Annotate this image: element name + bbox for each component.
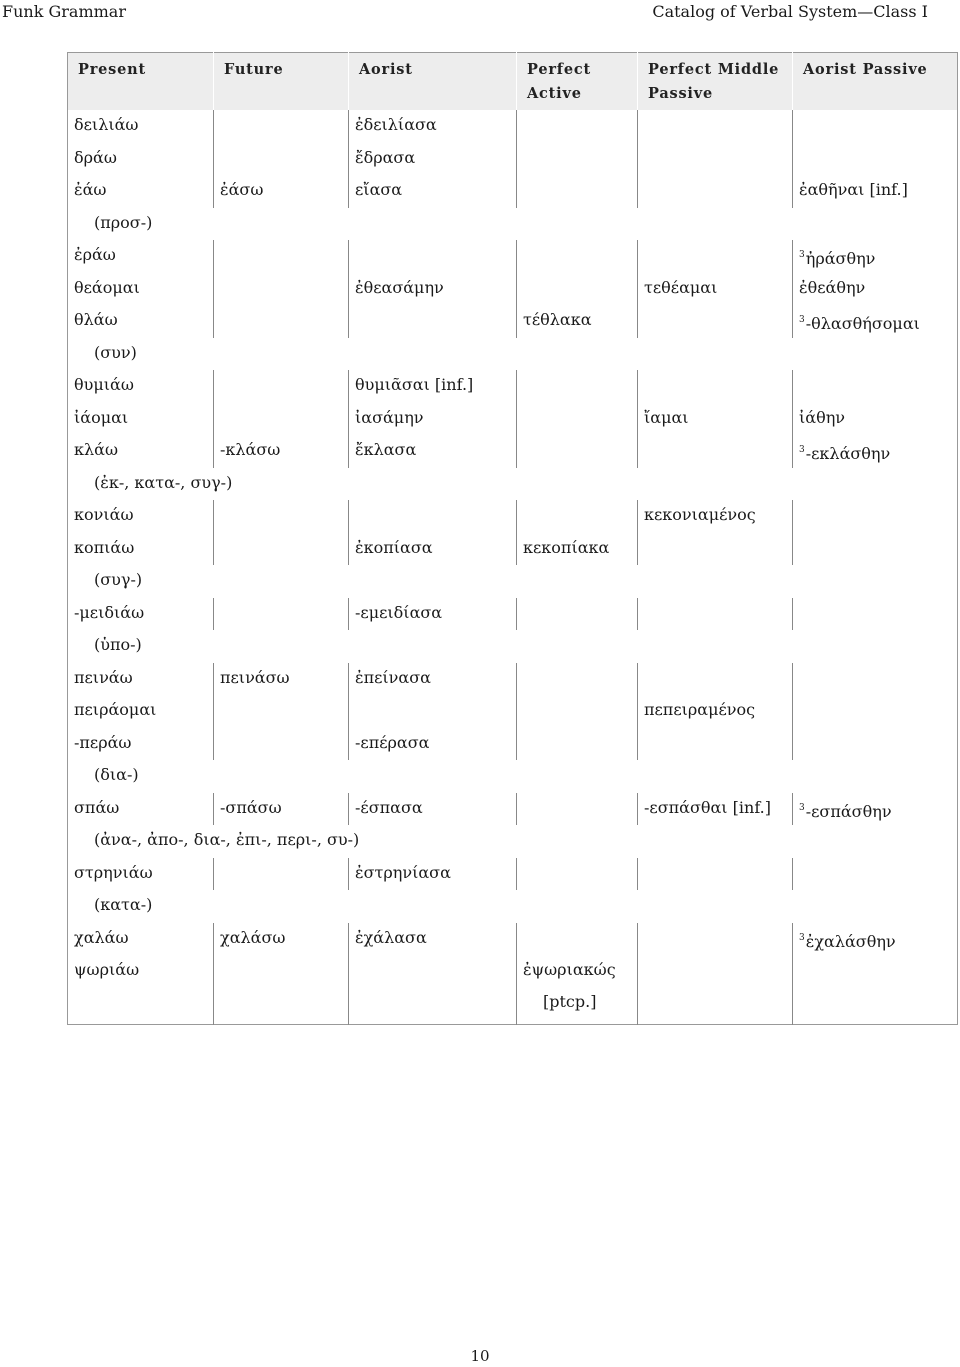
cell-text: -έσπασα [355,797,423,817]
cell-aorist-passive [793,305,958,338]
prefix-row [68,338,958,371]
table-row [68,598,958,631]
compound-prefixes: (ἀνα-, ἀπο-, δια-, ἐπι-, περι-, συ-) [94,830,360,849]
cell-text: -επέρασα [355,732,430,752]
cell-present [68,240,214,273]
cell-present [68,143,214,176]
cell-perfect-active [517,305,638,338]
prefix-row [68,468,958,501]
cell-text: -εσπάσθαι [inf.] [644,797,771,817]
cell-text: εἴασα [355,180,403,199]
cell-aorist [349,273,517,306]
cell-text: πεινάω [74,667,133,687]
cell-text: κλάω [74,440,118,459]
cell-present [68,403,214,436]
cell-text: ἐθεασάμην [355,277,444,297]
compound-prefixes: (ἐκ-, κατα-, συγ-) [94,472,233,492]
cell-perfect-middle-passive [638,663,793,696]
cell-present [68,500,214,533]
cell-future [214,663,349,696]
cell-text: ἐράω [74,245,116,264]
cell-future [214,728,349,761]
cell-aorist-passive [793,955,958,1025]
cell-present [68,695,214,728]
cell-present [68,955,214,1025]
cell-future [214,955,349,1025]
cell-aorist [349,500,517,533]
cell-text: -περάω [74,732,132,752]
footnote-marker: 3 [799,932,805,943]
cell-aorist [349,533,517,566]
footnote-marker: 3 [799,315,805,325]
cell-text: ἐκοπίασα [355,537,433,557]
cell-text: -εσπάσθην [805,801,892,821]
cell-aorist-passive [793,175,958,208]
cell-text: -μειδιάω [74,602,145,622]
cell-text: χαλάσω [220,927,286,947]
compound-prefixes: (δια-) [94,765,139,784]
cell-aorist [349,663,517,696]
cell-text: ἐπείνασα [355,667,431,687]
cell-perfect-middle-passive [638,370,793,403]
cell-text: θεάομαι [74,277,140,297]
table-row [68,370,958,403]
cell-perfect-active [517,955,638,1025]
cell-aorist-passive [793,370,958,403]
table-row [68,858,958,891]
column-header-future: Future [214,53,349,111]
cell-aorist-passive [793,500,958,533]
cell-text: κεκοπίακα [523,537,610,557]
cell-perfect-middle-passive [638,533,793,566]
table-body [68,110,958,1025]
table-row [68,435,958,468]
cell-text: ἰάθην [799,407,846,427]
cell-perfect-middle-passive [638,500,793,533]
cell-aorist-passive [793,533,958,566]
cell-present [68,435,214,468]
compound-prefixes: (κατα-) [94,895,153,914]
cell-perfect-active [517,240,638,273]
cell-text: θυμιᾶσαι [inf.] [355,375,474,394]
cell-present [68,598,214,631]
cell-text: -κλάσω [220,440,281,459]
cell-perfect-active [517,435,638,468]
cell-future [214,175,349,208]
cell-text: κονιάω [74,505,134,524]
cell-text: ἐψωριακώς [523,960,616,979]
column-header-present: Present [68,53,214,111]
cell-perfect-active [517,403,638,436]
compound-prefixes: (συν) [94,342,137,362]
table-row [68,143,958,176]
page-number: 10 [470,1347,490,1365]
cell-perfect-active [517,858,638,891]
cell-perfect-active [517,728,638,761]
table-row [68,273,958,306]
cell-present [68,533,214,566]
cell-text: θλάω [74,310,118,329]
cell-perfect-active [517,273,638,306]
table-row [68,663,958,696]
table-row [68,695,958,728]
cell-text: δειλιάω [74,115,139,134]
cell-future [214,273,349,306]
cell-text: -θλασθήσομαι [805,314,920,333]
cell-text: ἐθεάθην [799,277,866,297]
cell-perfect-active [517,793,638,826]
cell-text: στρηνιάω [74,862,153,882]
cell-aorist [349,403,517,436]
cell-future [214,403,349,436]
table-row [68,728,958,761]
prefix-row [68,565,958,598]
cell-text: ἐχάλασα [355,927,427,947]
prefix-row [68,825,958,858]
cell-aorist-passive [793,143,958,176]
cell-text: πεπειραμένος [644,700,756,719]
cell-aorist-passive [793,663,958,696]
cell-aorist [349,370,517,403]
cell-text: κεκονιαμένος [644,505,756,524]
cell-future [214,500,349,533]
cell-text: -εκλάσθην [805,444,891,463]
cell-perfect-middle-passive [638,955,793,1025]
column-header-perfect-middle-passive: Perfect Middle Passive [638,53,793,111]
cell-future [214,695,349,728]
cell-perfect-active [517,923,638,956]
cell-aorist [349,305,517,338]
cell-aorist-passive [793,793,958,826]
cell-present [68,370,214,403]
cell-aorist-passive [793,695,958,728]
cell-perfect-middle-passive [638,273,793,306]
prefix-row [68,630,958,663]
running-header-section: Catalog of Verbal System—Class I [652,2,928,21]
cell-text: χαλάω [74,927,129,947]
cell-perfect-middle-passive [638,858,793,891]
cell-perfect-middle-passive [638,598,793,631]
cell-present [68,663,214,696]
cell-text: ἐαθῆναι [inf.] [799,180,908,199]
cell-present [68,175,214,208]
cell-future [214,923,349,956]
cell-perfect-middle-passive [638,110,793,143]
cell-perfect-active [517,175,638,208]
table-row [68,500,958,533]
cell-text: θυμιάω [74,375,134,394]
cell-text: ἔκλασα [355,440,417,459]
cell-perfect-active [517,533,638,566]
cell-text: πεινάσω [220,667,290,687]
cell-text: ἐδειλίασα [355,115,437,134]
table-row [68,240,958,273]
cell-text: ἰάομαι [74,407,129,427]
cell-future [214,370,349,403]
footnote-marker: 3 [799,445,805,455]
cell-aorist [349,858,517,891]
column-header-aorist: Aorist [349,53,517,111]
cell-aorist [349,695,517,728]
cell-perfect-middle-passive [638,403,793,436]
cell-perfect-middle-passive [638,143,793,176]
cell-text: τέθλακα [523,310,592,329]
table-row [68,305,958,338]
cell-aorist [349,143,517,176]
cell-text: σπάω [74,797,120,817]
cell-aorist-passive [793,435,958,468]
cell-perfect-middle-passive [638,923,793,956]
cell-aorist [349,955,517,1025]
cell-aorist-passive [793,403,958,436]
compound-prefixes: (προσ-) [94,212,153,232]
cell-perfect-active [517,663,638,696]
cell-perfect-middle-passive [638,240,793,273]
cell-aorist [349,240,517,273]
cell-present [68,273,214,306]
cell-perfect-active [517,695,638,728]
cell-present [68,858,214,891]
table-row [68,110,958,143]
cell-present [68,793,214,826]
cell-future [214,240,349,273]
cell-aorist-passive [793,728,958,761]
cell-aorist-passive [793,110,958,143]
cell-text: ἠράσθην [805,249,876,268]
cell-text: ἐάσω [220,180,264,199]
cell-text: -σπάσω [220,797,282,817]
table-row [68,955,958,1025]
cell-perfect-active [517,110,638,143]
cell-aorist-passive [793,273,958,306]
cell-text: ἴαμαι [644,407,689,427]
cell-future [214,858,349,891]
cell-future [214,533,349,566]
cell-perfect-active [517,598,638,631]
cell-text: πειράομαι [74,700,157,719]
cell-present [68,110,214,143]
prefix-row [68,890,958,923]
table-row [68,793,958,826]
cell-future [214,110,349,143]
cell-aorist [349,793,517,826]
column-header-perfect-active: Perfect Active [517,53,638,111]
cell-aorist [349,598,517,631]
cell-text: ἰασάμην [355,407,424,427]
compound-prefixes: (συγ-) [94,570,143,589]
compound-prefixes: (ὑπο-) [94,635,142,654]
cell-text: ἔδρασα [355,147,416,167]
cell-perfect-active [517,370,638,403]
cell-aorist [349,435,517,468]
cell-aorist-passive [793,858,958,891]
cell-aorist [349,923,517,956]
running-header-title: Funk Grammar [2,2,126,21]
cell-perfect-middle-passive [638,728,793,761]
cell-aorist [349,728,517,761]
cell-perfect-middle-passive [638,695,793,728]
table-header-row [68,53,958,111]
cell-future [214,793,349,826]
cell-aorist-passive [793,240,958,273]
cell-text: δράω [74,147,117,167]
cell-text: κοπιάω [74,537,135,557]
cell-note: [ptcp.] [543,992,597,1011]
cell-text: ψωριάω [74,960,140,979]
table-row [68,403,958,436]
cell-present [68,728,214,761]
cell-perfect-active [517,143,638,176]
cell-future [214,305,349,338]
cell-perfect-middle-passive [638,175,793,208]
cell-future [214,598,349,631]
cell-perfect-middle-passive [638,305,793,338]
table-row [68,175,958,208]
table-row [68,533,958,566]
cell-aorist-passive [793,598,958,631]
verb-catalog-table [67,52,958,1025]
prefix-row [68,208,958,241]
cell-future [214,143,349,176]
cell-perfect-middle-passive [638,435,793,468]
cell-text: -εμειδίασα [355,602,443,622]
cell-text: ἐστρηνίασα [355,862,451,882]
column-header-aorist-passive: Aorist Passive [793,53,958,111]
table-row [68,923,958,956]
cell-present [68,305,214,338]
cell-perfect-middle-passive [638,793,793,826]
footnote-marker: 3 [799,802,805,813]
footnote-marker: 3 [799,250,805,260]
cell-aorist-passive [793,923,958,956]
cell-text: ἐχαλάσθην [805,931,896,951]
cell-perfect-active [517,500,638,533]
cell-future [214,435,349,468]
cell-present [68,923,214,956]
cell-text: ἐάω [74,180,107,199]
cell-text: τεθέαμαι [644,277,718,297]
prefix-row [68,760,958,793]
cell-aorist [349,175,517,208]
cell-aorist [349,110,517,143]
